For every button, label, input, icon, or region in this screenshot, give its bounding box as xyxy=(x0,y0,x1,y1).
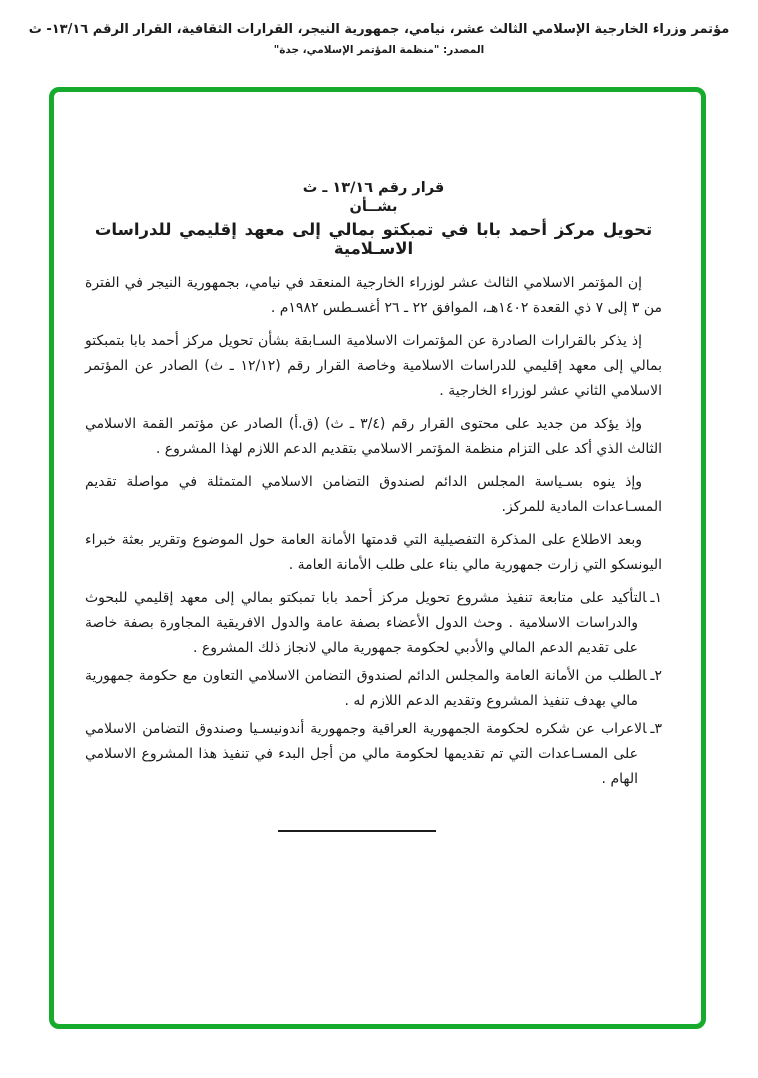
preamble-paragraph: إذ يذكر بالقرارات الصادرة عن المؤتمرات الاسلامية السـابقة بشأن تحويل مركز أحمد بابا بتمبكتو بمالي إلى معهد إقليمي للدراسات الاسلامية وخاصة القرار رقم (١٢/١٢ ـ ث) الصادر عن المؤتمر الاسلامي الثاني عشر لوزراء الخارجية . xyxy=(85,333,662,399)
citation-header xyxy=(0,22,758,56)
document-title: تحويل مركز أحمد بابا في تمبكتو بمالي إلى معهد إقليمي للدراسات الاسـلامية xyxy=(94,220,653,258)
source-line: المصدر: "منظمة المؤتمر الإسلامي، جدة" xyxy=(273,44,485,56)
item-text: الاعراب عن شكره لحكومة الجمهورية العراقية وجمهورية أندونيسـيا وصندوق التضامن الاسلامي على المسـاعدات التي تم تقديمها لحكومة مالي من أجل البدء في تنفيذ هذا المشروع الاسلامي الهام . xyxy=(85,721,647,787)
regarding-label: بشــأن xyxy=(349,199,398,215)
item-text: الطلب من الأمانة العامة والمجلس الدائم لصندوق التضامن الاسلامي التعاون مع حكومة جمهورية مالي بهدف تنفيذ المشروع وتقديم الدعم اللازم له . xyxy=(85,668,647,709)
item-number: ٣ـ xyxy=(650,721,662,737)
resolution-item xyxy=(85,664,662,714)
closing-rule xyxy=(278,830,436,832)
resolution-item xyxy=(85,586,662,661)
resolution-item xyxy=(85,717,662,792)
item-number: ٢ـ xyxy=(650,668,662,684)
resolution-number: قرار رقم ١٣/١٦ ـ ث xyxy=(302,180,445,196)
resolution-items xyxy=(85,586,662,792)
preamble-paragraph: وإذ ينوه بسـياسة المجلس الدائم لصندوق التضامن الاسلامي المتمثلة في مواصلة تقديم المسـاعدات المادية للمركز. xyxy=(85,474,662,515)
item-text: التأكيد على متابعة تنفيذ مشروع تحويل مركز أحمد بابا تمبكتو بمالي إلى معهد إقليمي للبحوث والدراسات الاسلامية . وحث الدول الأعضاء بصفة عامة والدول الافريقية المجاورة بصفة خاصة على تقديم الدعم المالي والأدبي لحكومة جمهورية مالي لانجاز ذلك المشروع . xyxy=(85,590,647,656)
document-body xyxy=(85,180,662,832)
item-number: ١ـ xyxy=(650,590,662,606)
preamble-paragraph: إن المؤتمر الاسلامي الثالث عشر لوزراء الخارجية المنعقد في نيامي، بجمهورية النيجر في الفترة من ٣ إلى ٧ ذي القعدة ١٤٠٢هـ، الموافق ٢٢ ـ ٢٦ أغسـطس ١٩٨٢م . xyxy=(85,275,662,316)
citation-line: مؤتمر وزراء الخارجية الإسلامي الثالث عشر، نيامي، جمهورية النيجر، القرارات الثقافية، القرار الرقم ١٣/١٦- ث xyxy=(28,22,730,37)
preamble-paragraph: وبعد الاطلاع على المذكرة التفصيلية التي قدمتها الأمانة العامة حول الموضوع وتقرير بعثة خبراء اليونسكو التي زارت جمهورية مالي بناء على طلب الأمانة العامة . xyxy=(85,532,662,573)
preamble-paragraph: وإذ يؤكد من جديد على محتوى القرار رقم (٣/٤ ـ ث) (ق.أ) الصادر عن مؤتمر القمة الاسلامي الثالث الذي أكد على التزام منظمة المؤتمر الاسلامي بتقديم الدعم اللازم لهذا المشروع . xyxy=(85,416,662,457)
